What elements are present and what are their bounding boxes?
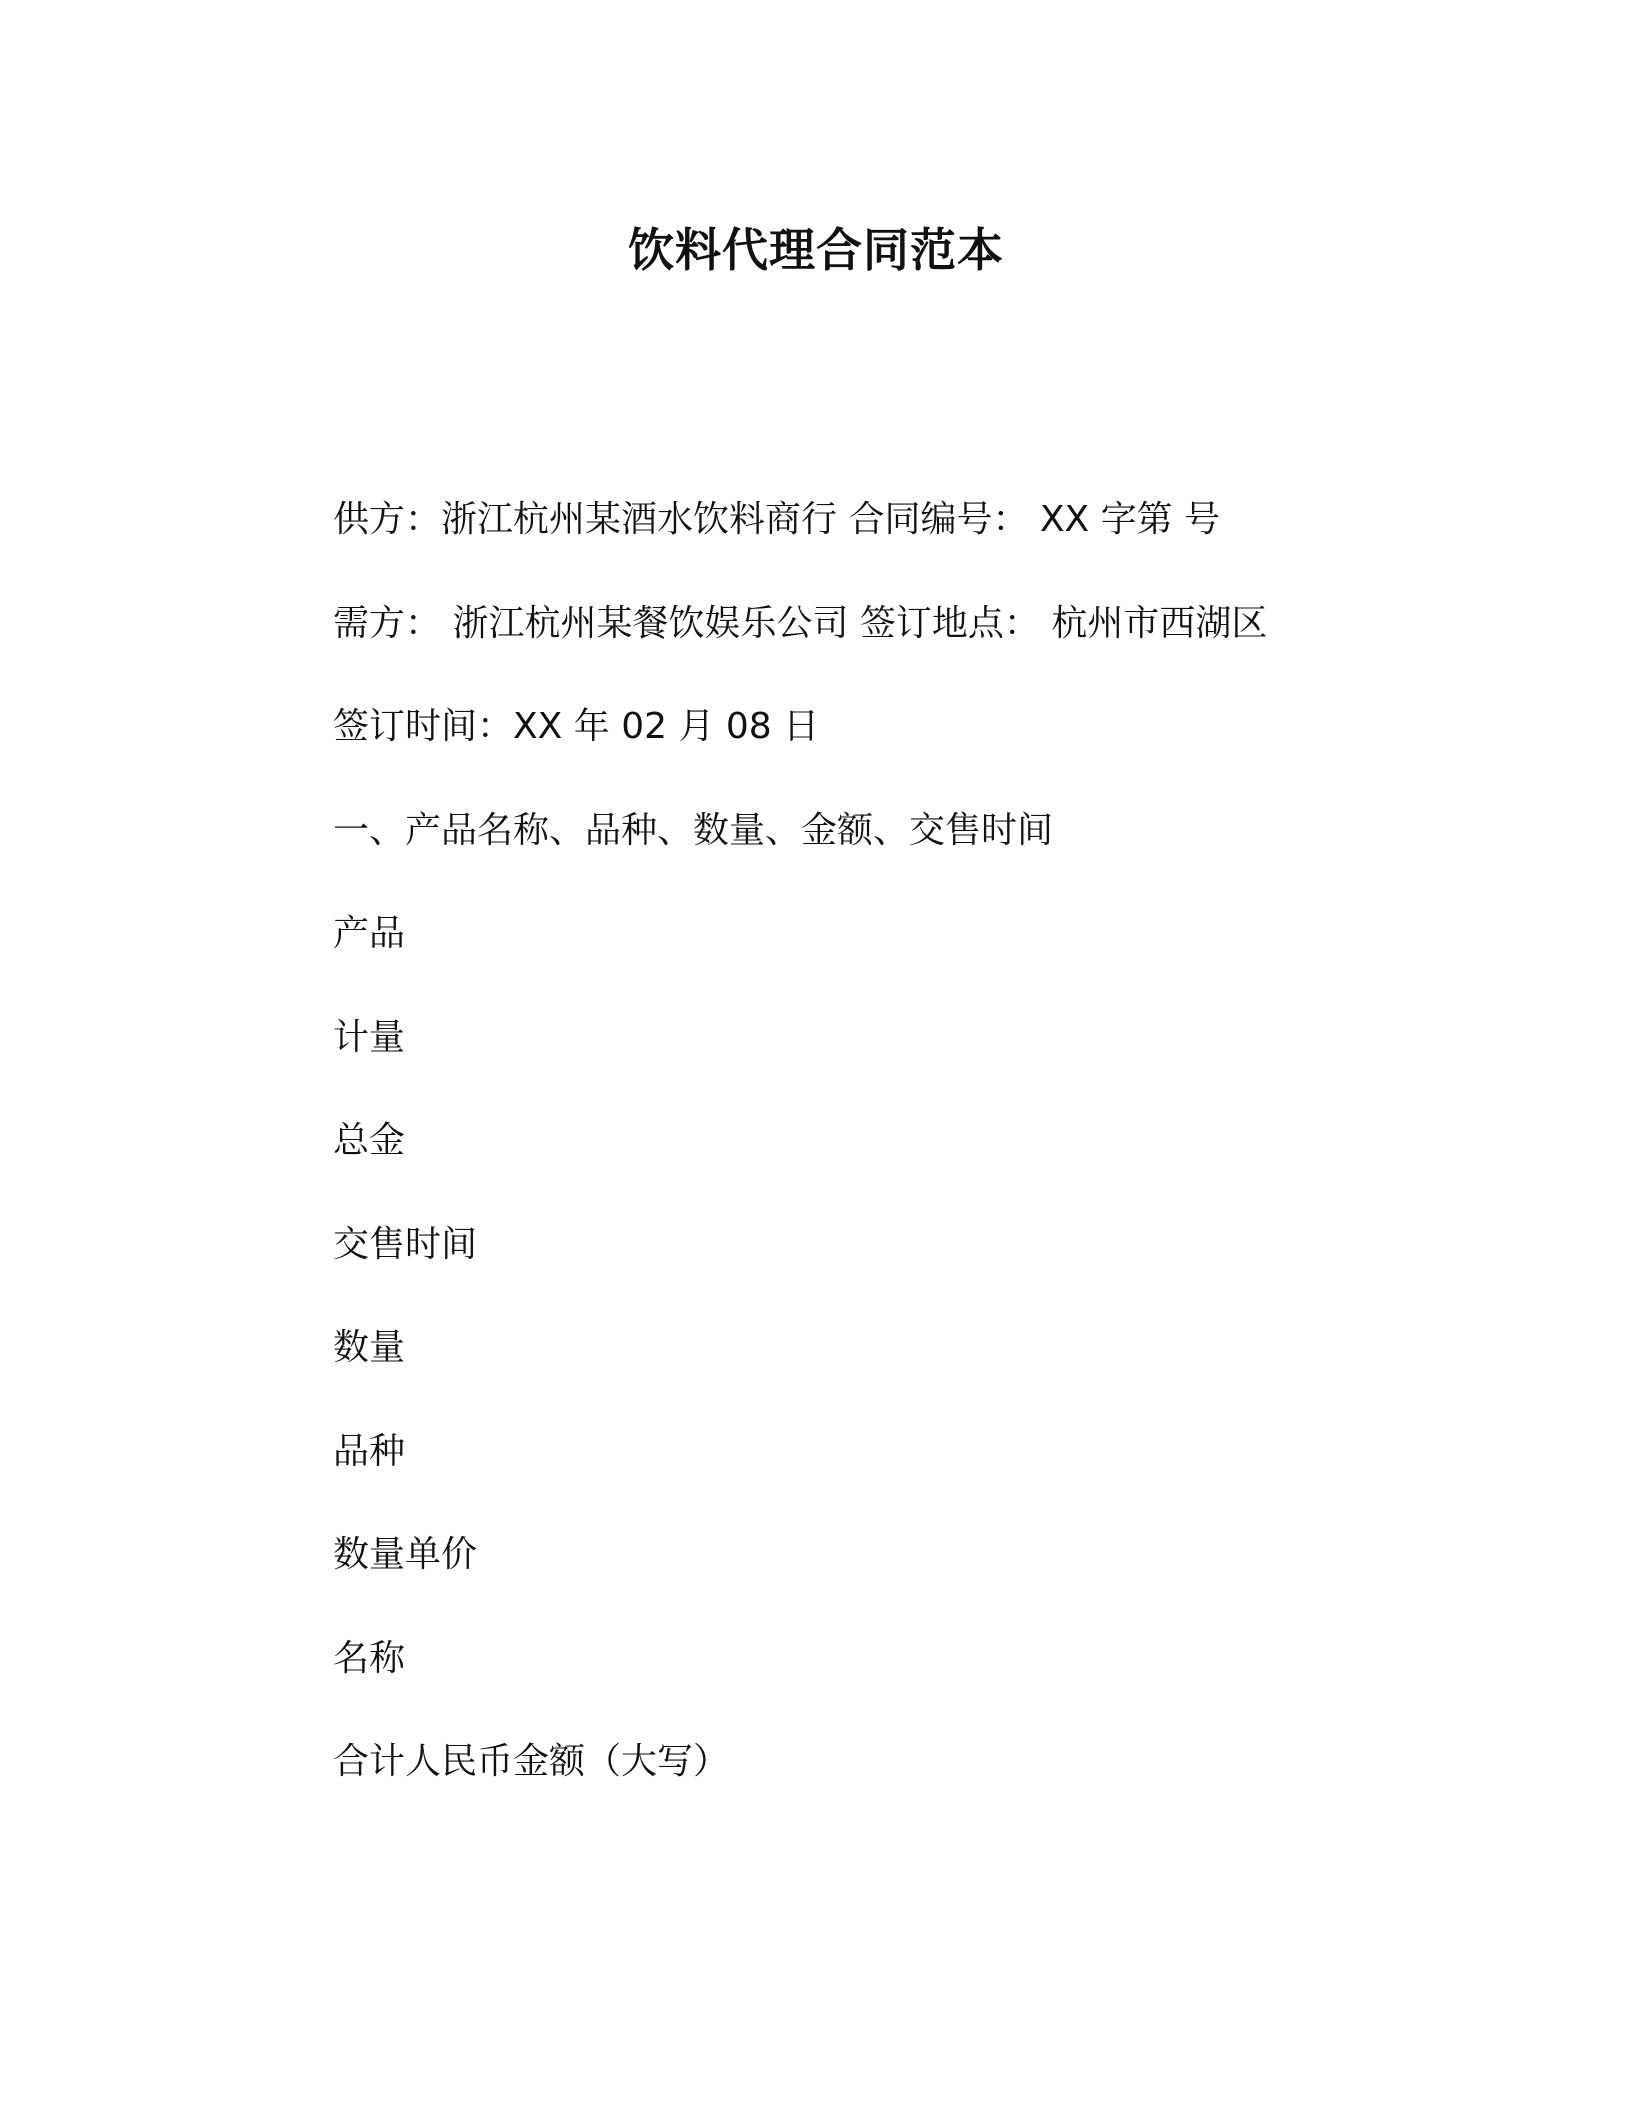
field-label-total-rmb: 合计人民币金额（大写） bbox=[333, 1741, 730, 1782]
field-label-unit-price: 数量单价 bbox=[333, 1534, 478, 1575]
field-label-unit: 计量 bbox=[333, 1016, 406, 1058]
supplier-line: 供方：浙江杭州某酒水饮料商行 合同编号： XX 字第 号 bbox=[333, 499, 1221, 540]
section-heading: 一、产品名称、品种、数量、金额、交售时间 bbox=[333, 809, 1054, 851]
document-title: 饮料代理合同范本 bbox=[628, 223, 1004, 277]
field-label-delivery-time: 交售时间 bbox=[333, 1223, 478, 1265]
field-label-product: 产品 bbox=[333, 913, 406, 954]
field-label-quantity: 数量 bbox=[333, 1327, 406, 1368]
signing-date-line: 签订时间：XX 年 02 月 08 日 bbox=[333, 706, 820, 747]
document-body bbox=[333, 484, 1433, 1830]
buyer-line: 需方： 浙江杭州某餐饮娱乐公司 签订地点： 杭州市西湖区 bbox=[333, 602, 1268, 644]
field-label-variety: 品种 bbox=[333, 1430, 406, 1472]
field-label-total: 总金 bbox=[333, 1120, 406, 1161]
field-label-name: 名称 bbox=[333, 1637, 406, 1679]
